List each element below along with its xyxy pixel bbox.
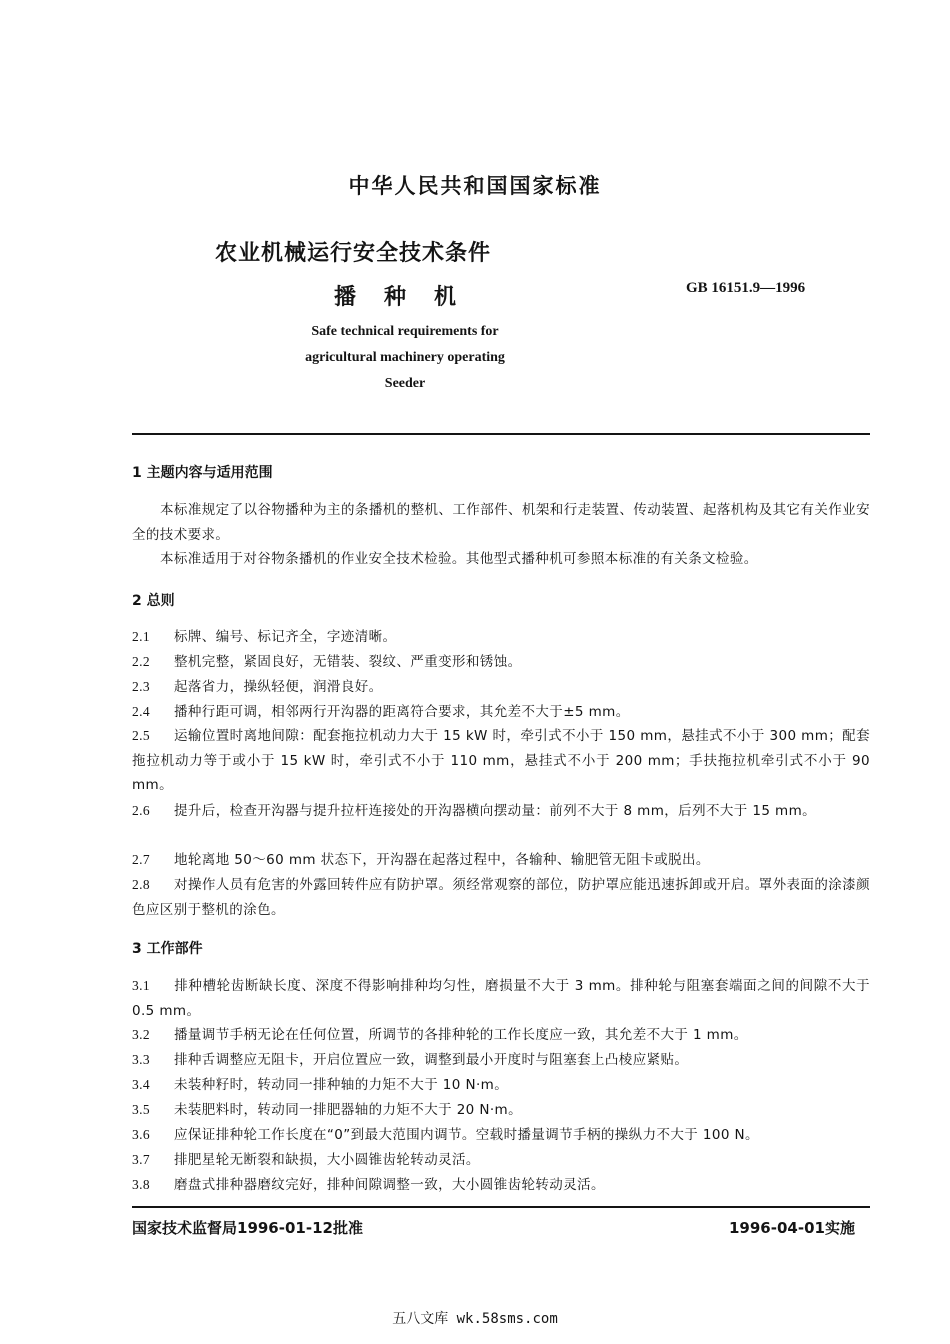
clause-item [132, 1148, 870, 1173]
clause-text: 运输位置时离地间隙：配套拖拉机动力大于 15 kW 时，牵引式不小于 150 mm，悬挂式不小于 300 mm；配套拖拉机动力等于或小于 15 kW 时，牵引式不小于 110 mm，悬挂式不小于 200 mm；手扶拖拉机牵引式不小于 90 mm。 [132, 728, 870, 793]
clause-number: 3.2 [132, 1027, 151, 1042]
approval-line: 国家技术监督局1996-01-12批准 [132, 1219, 363, 1237]
clause-number: 2.3 [132, 679, 151, 694]
clause-text: 整机完整，紧固良好，无错装、裂纹、严重变形和锈蚀。 [174, 654, 522, 670]
section-1-paragraph: 本标准适用于对谷物条播机的作业安全技术检验。其他型式播种机可参照本标准的有关条文检验。 [160, 551, 758, 567]
clause-text: 排种舌调整应无阻卡，开启位置应一致，调整到最小开度时与阻塞套上凸棱应紧贴。 [174, 1052, 689, 1068]
clause-number: 3.1 [132, 978, 151, 993]
clause-item [132, 650, 870, 675]
clause-text: 播种行距可调，相邻两行开沟器的距离符合要求，其允差不大于±5 mm。 [174, 704, 630, 720]
top-rule [132, 433, 870, 435]
standard-code: GB 16151.9—1996 [686, 280, 806, 296]
clause-number: 2.8 [132, 877, 151, 892]
clause-text: 地轮离地 50～60 mm 状态下，开沟器在起落过程中，各输种、输肥管无阻卡或脱出。 [174, 852, 710, 868]
clause-text: 对操作人员有危害的外露回转件应有防护罩。须经常观察的部位，防护罩应能迅速拆卸或开启。罩外表面的涂漆颜色应区别于整机的涂色。 [132, 877, 870, 918]
clause-number: 2.1 [132, 629, 151, 644]
title-en-line3: Seeder [384, 376, 426, 391]
clause-number: 3.6 [132, 1127, 151, 1142]
title-zh-line1: 农业机械运行安全技术条件 [215, 241, 492, 266]
clause-text: 标牌、编号、标记齐全，字迹清晰。 [174, 629, 397, 645]
clause-item [132, 1123, 870, 1148]
clause-item [132, 675, 870, 700]
title-en-line1: Safe technical requirements for [311, 324, 499, 339]
clause-text: 提升后，检查开沟器与提升拉杆连接处的开沟器横向摆动量：前列不大于 8 mm，后列不大于 15 mm。 [174, 803, 817, 819]
title-en-line2: agricultural machinery operating [305, 350, 505, 365]
clause-item [132, 724, 870, 798]
clause-item [132, 1023, 870, 1048]
clause-text: 磨盘式排种器磨纹完好，排种间隙调整一致，大小圆锥齿轮转动灵活。 [174, 1177, 605, 1193]
clause-text: 未装种籽时，转动同一排种轴的力矩不大于 10 N·m。 [174, 1077, 509, 1093]
clause-number: 2.4 [132, 704, 151, 719]
clause-text: 排肥星轮无断裂和缺损，大小圆锥齿轮转动灵活。 [174, 1152, 480, 1168]
clause-item [132, 1173, 870, 1198]
clause-text: 播量调节手柄无论在任何位置，所调节的各排种轮的工作长度应一致，其允差不大于 1 mm。 [174, 1027, 748, 1043]
clause-number: 3.4 [132, 1077, 151, 1092]
clause-item [132, 1098, 870, 1123]
standard-header: 中华人民共和国国家标准 [348, 174, 602, 198]
clause-text: 未装肥料时，转动同一排肥器轴的力矩不大于 20 N·m。 [174, 1102, 523, 1118]
clause-number: 3.8 [132, 1177, 151, 1192]
clause-number: 3.5 [132, 1102, 151, 1117]
section-1-heading: 1 主题内容与适用范围 [132, 465, 273, 481]
clause-item [132, 799, 870, 824]
clause-item [132, 700, 870, 725]
title-zh-line2: 播种机 [334, 285, 485, 310]
clause-number: 2.7 [132, 852, 151, 867]
clause-number: 3.3 [132, 1052, 151, 1067]
clause-number: 3.7 [132, 1152, 151, 1167]
clause-item [132, 625, 870, 650]
clause-number: 2.6 [132, 803, 151, 818]
clause-item [132, 873, 870, 922]
bottom-rule [132, 1206, 870, 1208]
clause-item [132, 1048, 870, 1073]
clause-text: 起落省力，操纵轻便，润滑良好。 [174, 679, 383, 695]
clause-item [132, 848, 870, 873]
section-3-heading: 3 工作部件 [132, 941, 203, 957]
clause-item [132, 1073, 870, 1098]
implementation-date: 1996-04-01实施 [729, 1219, 855, 1237]
footer-watermark: 五八文库 wk.58sms.com [392, 1311, 558, 1327]
clause-text: 应保证排种轮工作长度在“0”到最大范围内调节。空载时播量调节手柄的操纵力不大于 100 N。 [174, 1127, 759, 1143]
section-2-heading: 2 总则 [132, 593, 175, 609]
clause-item [132, 974, 870, 1023]
clause-text: 排种槽轮齿断缺长度、深度不得影响排种均匀性，磨损量不大于 3 mm。排种轮与阻塞套端面之间的间隙不大于 0.5 mm。 [132, 978, 870, 1019]
section-1-paragraph: 本标准规定了以谷物播种为主的条播机的整机、工作部件、机架和行走装置、传动装置、起落机构及其它有关作业安全的技术要求。 [132, 502, 870, 543]
clause-number: 2.2 [132, 654, 151, 669]
clause-number: 2.5 [132, 728, 151, 743]
